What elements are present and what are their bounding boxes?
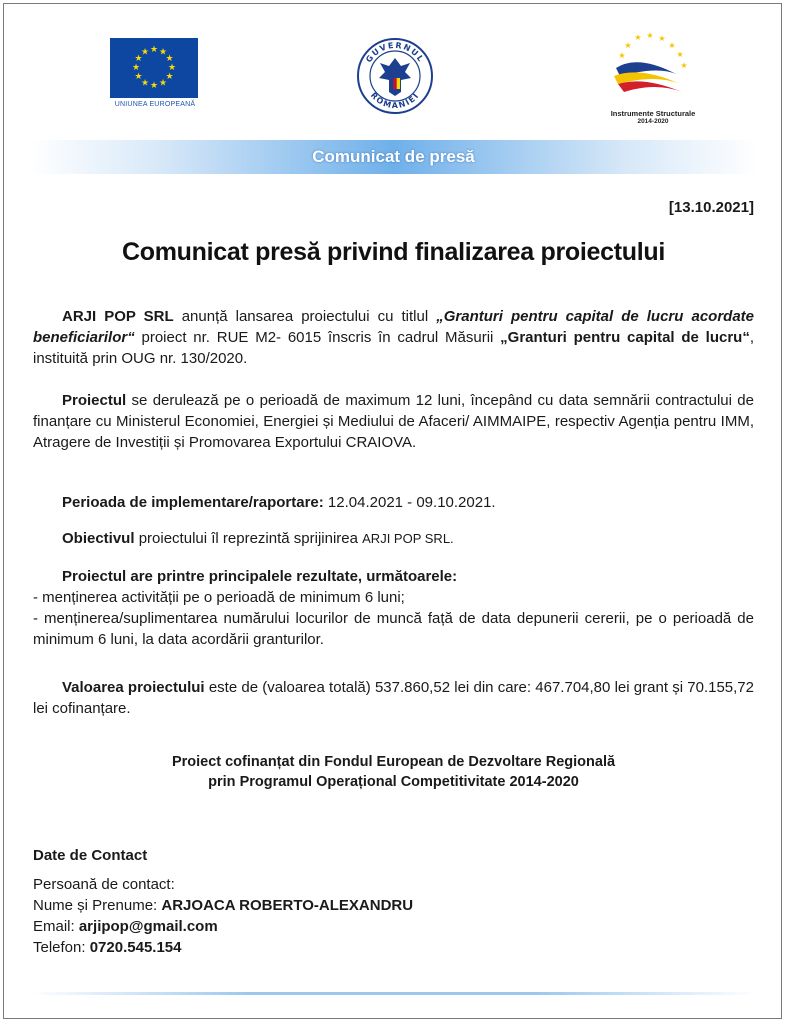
svg-text:★: ★ xyxy=(140,78,150,89)
paragraph-results xyxy=(33,566,754,650)
svg-text:★: ★ xyxy=(140,47,150,58)
contact-email-value[interactable]: arjipop@gmail.com xyxy=(78,918,218,935)
svg-text:★: ★ xyxy=(165,72,174,82)
funding-note-line-2: prin Programul Operațional Competitivitate 2014-2020 xyxy=(208,774,579,790)
contact-section xyxy=(33,845,413,958)
eagle-icon xyxy=(379,58,411,96)
svg-text:★: ★ xyxy=(158,78,168,89)
contact-phone-label: Telefon: xyxy=(33,939,90,956)
svg-text:★: ★ xyxy=(165,54,174,64)
objective-lead: Obiectivul xyxy=(62,530,135,547)
svg-text:★: ★ xyxy=(134,54,143,64)
banner-label: Comunicat de presă xyxy=(312,147,475,166)
value-lead: Valoarea proiectului xyxy=(62,679,205,696)
structural-instruments-icon xyxy=(598,30,708,104)
svg-text:★: ★ xyxy=(149,45,159,55)
funding-note xyxy=(0,752,787,792)
svg-text:★: ★ xyxy=(618,51,626,60)
funding-note-line-1: Proiect cofinanțat din Fondul European de Dezvoltare Regională xyxy=(171,754,616,770)
page-title: Comunicat presă privind finalizarea proiectului xyxy=(122,238,665,266)
paragraph-duration xyxy=(33,390,754,453)
company-name: ARJI POP SRL xyxy=(62,308,174,325)
svg-text:★: ★ xyxy=(131,63,141,73)
svg-text:★: ★ xyxy=(634,33,642,42)
structural-instruments-logo xyxy=(598,30,708,126)
svg-text:★: ★ xyxy=(158,47,168,58)
measure-name: „Granturi pentru capital de lucru“ xyxy=(500,329,750,346)
paragraph-intro xyxy=(33,306,754,369)
svg-text:★: ★ xyxy=(149,81,159,91)
contact-email-label: Email: xyxy=(33,918,79,935)
svg-text:★: ★ xyxy=(167,63,177,73)
contact-heading: Date de Contact xyxy=(33,847,148,864)
eu-caption: UNIUNEA EUROPEANĂ xyxy=(114,101,196,108)
government-seal xyxy=(355,36,435,116)
paragraph-objective xyxy=(33,528,754,549)
svg-text:★: ★ xyxy=(658,34,666,43)
svg-text:★: ★ xyxy=(134,72,143,82)
duration-lead: Proiectul xyxy=(62,392,127,409)
structural-instruments-caption: Instrumente Structurale xyxy=(610,109,696,118)
svg-text:★: ★ xyxy=(680,61,688,70)
duration-text: se derulează pe o perioadă de maximum 12 luni, începând cu data semnării contractului de finanțare cu Ministerul Economiei, Energiei și Mediului de Afaceri/ AIMMAIPE, respectiv Agenția pentru IMM, Atragere de Investiții și Promovarea Exportului CRAIOVA. xyxy=(33,392,754,451)
eu-logo xyxy=(110,38,200,110)
contact-name-value: ARJOACA ROBERTO-ALEXANDRU xyxy=(161,897,414,914)
paragraph-value xyxy=(33,677,754,719)
intro-text-1: anunță lansarea proiectului cu titlul xyxy=(173,308,437,325)
intro-text-3: , instituită prin OUG nr. 130/2020. xyxy=(33,329,754,367)
results-item-1: - menținerea activității pe o perioadă de minimum 6 luni; xyxy=(33,589,405,606)
seal-text-bottom: ROMÂNIEI xyxy=(368,90,422,111)
value-text: este de (valoarea totală) 537.860,52 lei din care: 467.704,80 lei grant și 70.155,72 lei cofinanțare. xyxy=(33,679,754,717)
contact-person-label: Persoană de contact: xyxy=(33,876,175,893)
results-lead: Proiectul are printre principalele rezultate, următoarele: xyxy=(62,568,458,585)
svg-text:★: ★ xyxy=(646,31,654,40)
svg-text:★: ★ xyxy=(624,41,632,50)
objective-text: proiectului îl reprezintă sprijinirea xyxy=(134,530,363,547)
period-text: 12.04.2021 - 09.10.2021. xyxy=(323,494,496,511)
contact-email-row xyxy=(33,916,413,937)
svg-text:★: ★ xyxy=(676,50,684,59)
bottom-divider xyxy=(30,992,757,995)
contact-name-row xyxy=(33,895,413,916)
eu-flag-icon xyxy=(110,38,198,98)
intro-text-2: proiect nr. RUE M2- 6015 înscris în cadrul Măsurii xyxy=(134,329,501,346)
period-lead: Perioada de implementare/raportare: xyxy=(62,494,324,511)
release-date: [13.10.2021] xyxy=(668,199,754,216)
objective-company: ARJI POP SRL. xyxy=(362,531,454,546)
structural-instruments-years: 2014-2020 xyxy=(637,118,669,125)
results-item-2: - menținerea/suplimentarea numărului locurilor de muncă față de data depunerii cererii, pe o perioadă de minimum 6 luni, la data acordării granturilor. xyxy=(33,610,754,648)
project-title: „Granturi pentru capital de lucru acordate beneficiarilor“ xyxy=(33,308,754,346)
contact-phone-row xyxy=(33,937,413,958)
press-release-banner xyxy=(30,140,757,174)
svg-text:★: ★ xyxy=(668,41,676,50)
paragraph-period xyxy=(33,492,754,513)
contact-name-label: Nume și Prenume: xyxy=(33,897,162,914)
contact-phone-value[interactable]: 0720.545.154 xyxy=(89,939,182,956)
seal-text-top: GUVERNUL xyxy=(364,40,426,65)
